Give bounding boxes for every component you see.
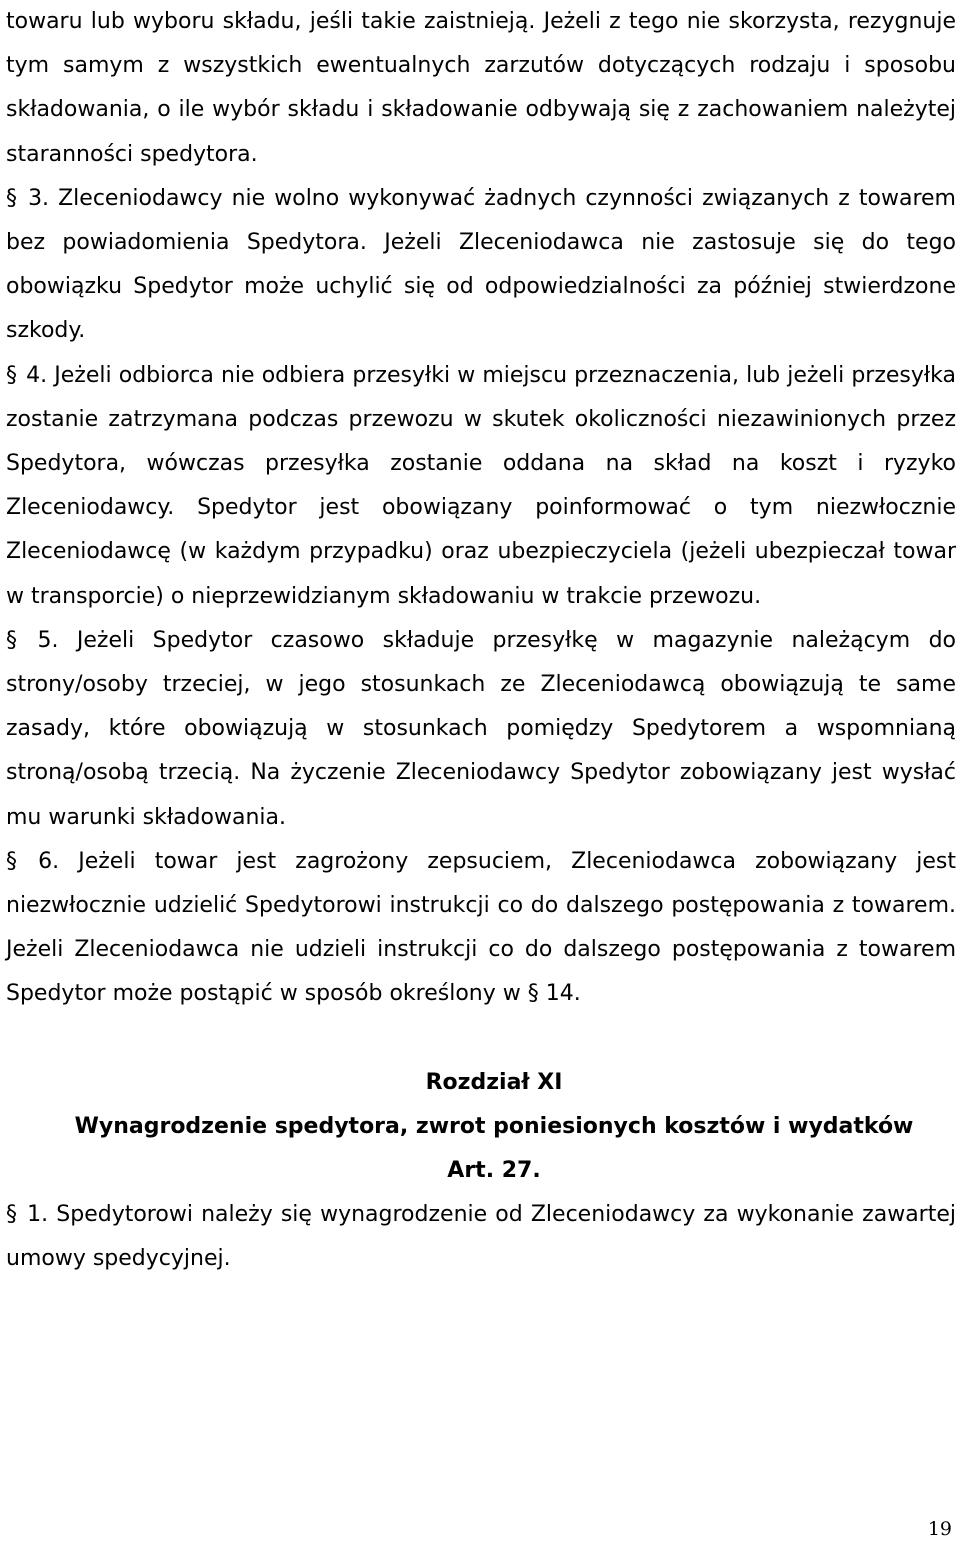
paragraph-section-3 <box>6 177 956 354</box>
paragraph-text: towaru lub wyboru składu, jeśli takie zaistnieją. Jeżeli z tego nie skorzysta, rezygnuje tym samym z wszystkich ewentualnych zarzutów dotyczących rodzaju i sposobu składowania, o ile wybór składu i składowanie odbywają się z zachowaniem należytej staranności spedytora. <box>6 9 956 167</box>
document-page <box>6 0 956 1282</box>
section-sign: § <box>6 627 17 653</box>
article-heading: Art. 27. <box>447 1158 541 1184</box>
section-sign: § <box>6 848 17 874</box>
chapter-subtitle: Wynagrodzenie spedytora, zwrot poniesionych kosztów i wydatków <box>74 1113 914 1139</box>
page-number: 19 <box>927 1518 952 1540</box>
paragraph-text: 4. Jeżeli odbiorca nie odbiera przesyłki w miejscu przeznaczenia, lub jeżeli przesyłka zostanie zatrzymana podczas przewozu w skutek okoliczności niezawinionych przez Spedytora, wówczas przesyłka zostanie oddana na skład na koszt i ryzyko Zleceniodawcy. Spedytor jest obowiązany poinformować o tym niezwłocznie Zleceniodawcę (w każdym przypadku) oraz ubezpieczyciela (jeżeli ubezpieczał towar w transporcie) o nieprzewidzianym składowaniu w trakcie przewozu. <box>6 362 956 609</box>
paragraph-text: 6. Jeżeli towar jest zagrożony zepsuciem, Zleceniodawca zobowiązany jest niezwłocznie udzielić Spedytorowi instrukcji co do dalszego postępowania z towarem. Jeżeli Zleceniodawca nie udzieli instrukcji co do dalszego postępowania z towarem Spedytor może postąpić w sposób określony w § 14. <box>6 848 956 1007</box>
paragraph-article-27-section-1 <box>6 1193 956 1281</box>
paragraph-section-4 <box>6 354 956 619</box>
chapter-title: Rozdział XI <box>425 1069 563 1095</box>
paragraph-text: 5. Jeżeli Spedytor czasowo składuje przesyłkę w magazynie należącym do strony/osoby trzeciej, w jego stosunkach ze Zleceniodawcą obowiązują te same zasady, które obowiązują w stosunkach pomiędzy Spedytorem a wspomnianą stroną/osobą trzecią. Na życzenie Zleceniodawcy Spedytor zobowiązany jest wysłać mu warunki składowania. <box>6 627 957 830</box>
paragraph-text: 3. Zleceniodawcy nie wolno wykonywać żadnych czynności związanych z towarem bez powiadomienia Spedytora. Jeżeli Zleceniodawca nie zastosuje się do tego obowiązku Spedytor może uchylić się od odpowiedzialności za później stwierdzone szkody. <box>6 185 956 344</box>
section-sign: § <box>6 362 17 388</box>
section-sign: § <box>6 185 17 211</box>
paragraph-text: 1. Spedytorowi należy się wynagrodzenie od Zleceniodawcy za wykonanie zawartej umowy spedycyjnej. <box>6 1202 956 1272</box>
section-sign: § <box>6 1202 17 1228</box>
spacer <box>6 1017 956 1061</box>
paragraph-section-5 <box>6 619 956 840</box>
paragraph-continuation <box>6 0 956 177</box>
paragraph-section-6 <box>6 840 956 1017</box>
